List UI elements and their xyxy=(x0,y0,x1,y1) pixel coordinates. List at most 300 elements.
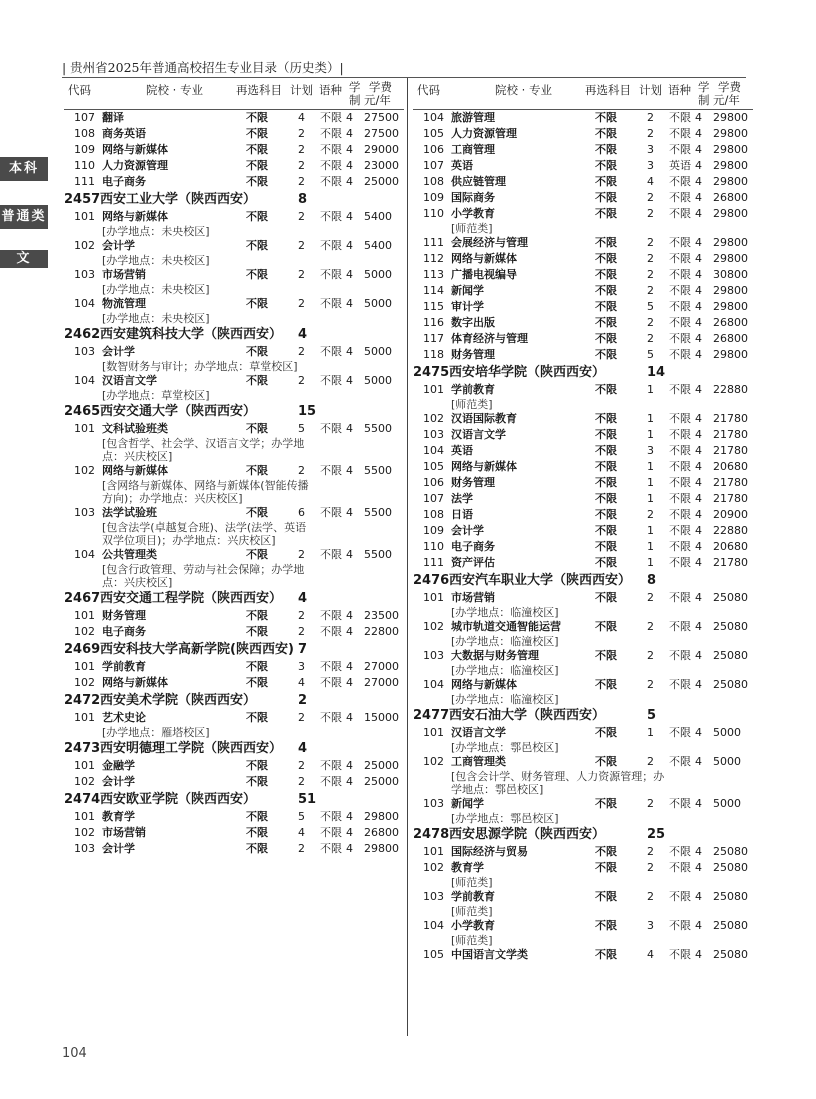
major-code: 102 xyxy=(74,625,95,638)
language: 不限 xyxy=(320,159,342,172)
school-header xyxy=(413,825,753,844)
col-len-header-a: 学 xyxy=(698,80,710,94)
language: 不限 xyxy=(320,464,342,477)
school-plan-total: 5 xyxy=(647,708,657,723)
major-name: 市场营销 xyxy=(102,268,146,281)
study-length: 4 xyxy=(346,345,353,358)
plan-count: 2 xyxy=(647,508,654,521)
plan-count: 2 xyxy=(298,127,305,140)
language: 不限 xyxy=(669,300,691,313)
plan-count: 2 xyxy=(647,620,654,633)
major-note: [师范类] xyxy=(451,905,493,918)
plan-count: 1 xyxy=(647,726,654,739)
plan-count: 2 xyxy=(647,649,654,662)
language: 不限 xyxy=(669,383,691,396)
language: 不限 xyxy=(669,316,691,329)
major-row xyxy=(413,251,753,267)
tuition-fee: 21780 xyxy=(713,476,748,489)
study-length: 4 xyxy=(695,175,702,188)
subject-requirement: 不限 xyxy=(595,428,617,441)
language: 不限 xyxy=(669,236,691,249)
tuition-fee: 5500 xyxy=(364,506,392,519)
subject-requirement: 不限 xyxy=(595,890,617,903)
major-name: 中国语言文学类 xyxy=(451,948,528,961)
study-length: 4 xyxy=(346,268,353,281)
left-column-body xyxy=(64,110,404,857)
major-name: 旅游管理 xyxy=(451,111,495,124)
study-length: 4 xyxy=(695,540,702,553)
major-code: 108 xyxy=(74,127,95,140)
subject-requirement: 不限 xyxy=(595,191,617,204)
major-name: 国际商务 xyxy=(451,191,495,204)
school-code: 2478 xyxy=(413,827,450,842)
school-header xyxy=(64,190,404,209)
major-code: 101 xyxy=(74,422,95,435)
subject-requirement: 不限 xyxy=(246,842,268,855)
language: 不限 xyxy=(669,540,691,553)
study-length: 4 xyxy=(695,236,702,249)
major-row xyxy=(413,331,753,347)
major-row xyxy=(64,505,404,521)
major-note: [办学地点：临潼校区] xyxy=(451,606,559,619)
major-code: 111 xyxy=(74,175,95,188)
language: 不限 xyxy=(669,492,691,505)
study-length: 4 xyxy=(695,127,702,140)
study-length: 4 xyxy=(695,143,702,156)
study-length: 4 xyxy=(695,316,702,329)
major-code: 101 xyxy=(74,810,95,823)
tuition-fee: 21780 xyxy=(713,412,748,425)
major-name: 网络与新媒体 xyxy=(451,678,517,691)
major-note: [数智财务与审计；办学地点：草堂校区] xyxy=(102,360,298,373)
subject-requirement: 不限 xyxy=(595,236,617,249)
plan-count: 2 xyxy=(647,890,654,903)
major-code: 109 xyxy=(74,143,95,156)
major-name: 汉语言文学 xyxy=(451,428,506,441)
language: 不限 xyxy=(320,297,342,310)
school-name: 西安交通工程学院（陕西西安） xyxy=(100,591,283,606)
plan-count: 3 xyxy=(298,660,305,673)
major-name: 艺术史论 xyxy=(102,711,146,724)
plan-count: 2 xyxy=(298,159,305,172)
major-code: 105 xyxy=(423,127,444,140)
plan-count: 2 xyxy=(647,678,654,691)
school-plan-total: 15 xyxy=(298,404,317,419)
school-code: 2462 xyxy=(64,327,101,342)
major-code: 109 xyxy=(423,524,444,537)
study-length: 4 xyxy=(695,678,702,691)
major-code: 105 xyxy=(423,460,444,473)
major-code: 104 xyxy=(74,548,95,561)
school-code: 2465 xyxy=(64,404,101,419)
study-length: 4 xyxy=(695,845,702,858)
major-note: [含网络与新媒体、网络与新媒体(智能传播方向)；办学地点：兴庆校区] xyxy=(102,479,309,505)
study-length: 4 xyxy=(346,210,353,223)
tuition-fee: 20900 xyxy=(713,508,748,521)
tuition-fee: 25080 xyxy=(713,919,748,932)
tuition-fee: 5400 xyxy=(364,210,392,223)
study-length: 4 xyxy=(346,297,353,310)
major-row xyxy=(413,347,753,363)
tuition-fee: 5000 xyxy=(713,797,741,810)
tuition-fee: 25000 xyxy=(364,775,399,788)
study-length: 4 xyxy=(695,948,702,961)
language: 不限 xyxy=(669,332,691,345)
tuition-fee: 29800 xyxy=(713,207,748,220)
tuition-fee: 22880 xyxy=(713,524,748,537)
major-row xyxy=(413,725,753,741)
study-length: 4 xyxy=(695,861,702,874)
school-code: 2469 xyxy=(64,642,101,657)
plan-count: 2 xyxy=(298,268,305,281)
major-row xyxy=(413,523,753,539)
school-code: 2476 xyxy=(413,573,450,588)
subject-requirement: 不限 xyxy=(595,444,617,457)
plan-count: 2 xyxy=(298,464,305,477)
left-column-header xyxy=(64,81,404,110)
subject-requirement: 不限 xyxy=(246,159,268,172)
study-length: 4 xyxy=(695,556,702,569)
study-length: 4 xyxy=(346,711,353,724)
major-code: 101 xyxy=(74,660,95,673)
major-row xyxy=(64,421,404,437)
major-row xyxy=(413,590,753,606)
plan-count: 4 xyxy=(647,948,654,961)
major-name: 大数据与财务管理 xyxy=(451,649,539,662)
subject-requirement: 不限 xyxy=(595,412,617,425)
major-name: 翻译 xyxy=(102,111,124,124)
school-plan-total: 51 xyxy=(298,792,317,807)
subject-requirement: 不限 xyxy=(595,111,617,124)
subject-requirement: 不限 xyxy=(246,711,268,724)
tuition-fee: 25000 xyxy=(364,175,399,188)
tuition-fee: 21780 xyxy=(713,556,748,569)
plan-count: 1 xyxy=(647,556,654,569)
subject-requirement: 不限 xyxy=(246,345,268,358)
major-code: 102 xyxy=(74,775,95,788)
major-name: 小学教育 xyxy=(451,207,495,220)
major-row xyxy=(413,844,753,860)
major-note: [办学地点：未央校区] xyxy=(102,254,210,267)
plan-count: 2 xyxy=(647,236,654,249)
major-name: 金融学 xyxy=(102,759,135,772)
school-name: 西安思源学院（陕西西安） xyxy=(449,827,606,842)
school-code: 2473 xyxy=(64,741,101,756)
language: 不限 xyxy=(669,591,691,604)
study-length: 4 xyxy=(346,609,353,622)
major-code: 108 xyxy=(423,508,444,521)
subject-requirement: 不限 xyxy=(595,524,617,537)
study-length: 4 xyxy=(695,476,702,489)
tuition-fee: 26800 xyxy=(713,316,748,329)
language: 不限 xyxy=(320,506,342,519)
major-note: [办学地点：未央校区] xyxy=(102,225,210,238)
major-note: [包含行政管理、劳动与社会保障；办学地点：兴庆校区] xyxy=(102,563,305,589)
school-header xyxy=(413,363,753,382)
major-row xyxy=(64,267,404,283)
school-name: 西安交通大学（陕西西安） xyxy=(100,404,257,419)
tuition-fee: 29800 xyxy=(713,143,748,156)
tuition-fee: 27500 xyxy=(364,127,399,140)
language: 不限 xyxy=(669,143,691,156)
major-code: 103 xyxy=(74,506,95,519)
school-header xyxy=(64,640,404,659)
major-note: [师范类] xyxy=(451,876,493,889)
major-name: 公共管理类 xyxy=(102,548,157,561)
tuition-fee: 30800 xyxy=(713,268,748,281)
plan-count: 2 xyxy=(298,239,305,252)
major-name: 会展经济与管理 xyxy=(451,236,528,249)
school-name: 西安汽车职业大学（陕西西安） xyxy=(449,573,632,588)
col-subject-header: 再选科目 xyxy=(585,83,631,97)
subject-requirement: 不限 xyxy=(246,464,268,477)
plan-count: 2 xyxy=(298,175,305,188)
major-name: 学前教育 xyxy=(102,660,146,673)
major-note: [办学地点：未央校区] xyxy=(102,312,210,325)
subject-requirement: 不限 xyxy=(246,810,268,823)
language: 不限 xyxy=(669,348,691,361)
col-fee-header-b: 元/年 xyxy=(364,93,391,107)
major-code: 108 xyxy=(423,175,444,188)
plan-count: 2 xyxy=(647,591,654,604)
major-code: 101 xyxy=(74,759,95,772)
major-code: 104 xyxy=(423,919,444,932)
language: 英语 xyxy=(669,159,691,172)
study-length: 4 xyxy=(695,159,702,172)
page-number: 104 xyxy=(62,1046,87,1061)
major-row xyxy=(64,659,404,675)
language: 不限 xyxy=(320,660,342,673)
major-row xyxy=(64,238,404,254)
language: 不限 xyxy=(669,948,691,961)
language: 不限 xyxy=(320,374,342,387)
school-header xyxy=(64,589,404,608)
major-row xyxy=(413,110,753,126)
major-row xyxy=(413,947,753,963)
major-row xyxy=(413,411,753,427)
major-code: 105 xyxy=(423,948,444,961)
tuition-fee: 29800 xyxy=(713,127,748,140)
tuition-fee: 26800 xyxy=(713,332,748,345)
major-name: 数字出版 xyxy=(451,316,495,329)
subject-requirement: 不限 xyxy=(246,175,268,188)
subject-requirement: 不限 xyxy=(595,556,617,569)
tuition-fee: 29800 xyxy=(713,252,748,265)
major-name: 网络与新媒体 xyxy=(102,464,168,477)
study-length: 4 xyxy=(695,252,702,265)
major-code: 110 xyxy=(423,540,444,553)
major-row xyxy=(413,555,753,571)
subject-requirement: 不限 xyxy=(595,159,617,172)
school-header xyxy=(64,402,404,421)
school-header xyxy=(64,739,404,758)
plan-count: 2 xyxy=(298,711,305,724)
tuition-fee: 29800 xyxy=(713,284,748,297)
language: 不限 xyxy=(320,422,342,435)
study-length: 4 xyxy=(346,842,353,855)
plan-count: 2 xyxy=(647,284,654,297)
study-length: 4 xyxy=(695,492,702,505)
major-row xyxy=(64,758,404,774)
subject-requirement: 不限 xyxy=(246,775,268,788)
language: 不限 xyxy=(669,191,691,204)
tuition-fee: 5000 xyxy=(364,345,392,358)
plan-count: 2 xyxy=(298,759,305,772)
major-note: [包含法学(卓越复合班)、法学(法学、英语双学位项目)；办学地点：兴庆校区] xyxy=(102,521,307,547)
plan-count: 1 xyxy=(647,492,654,505)
tuition-fee: 25080 xyxy=(713,620,748,633)
language: 不限 xyxy=(320,268,342,281)
subject-requirement: 不限 xyxy=(595,460,617,473)
subject-requirement: 不限 xyxy=(595,678,617,691)
subject-requirement: 不限 xyxy=(246,759,268,772)
language: 不限 xyxy=(669,460,691,473)
plan-count: 3 xyxy=(647,159,654,172)
school-plan-total: 4 xyxy=(298,327,308,342)
subject-requirement: 不限 xyxy=(246,127,268,140)
major-note: [办学地点：草堂校区] xyxy=(102,389,210,402)
tuition-fee: 27000 xyxy=(364,660,399,673)
major-row xyxy=(413,619,753,635)
major-code: 114 xyxy=(423,284,444,297)
plan-count: 4 xyxy=(298,826,305,839)
major-row xyxy=(64,174,404,190)
school-name: 西安科技大学高新学院(陕西西安) xyxy=(100,642,294,657)
subject-requirement: 不限 xyxy=(595,207,617,220)
major-name: 新闻学 xyxy=(451,284,484,297)
major-row xyxy=(413,677,753,693)
subject-requirement: 不限 xyxy=(246,609,268,622)
major-code: 102 xyxy=(423,620,444,633)
study-length: 4 xyxy=(695,919,702,932)
study-length: 4 xyxy=(346,759,353,772)
school-code: 2475 xyxy=(413,365,450,380)
major-name: 审计学 xyxy=(451,300,484,313)
subject-requirement: 不限 xyxy=(595,726,617,739)
school-code: 2474 xyxy=(64,792,101,807)
major-row xyxy=(413,427,753,443)
major-row xyxy=(413,283,753,299)
plan-count: 3 xyxy=(647,143,654,156)
major-name: 法学试验班 xyxy=(102,506,157,519)
tuition-fee: 22880 xyxy=(713,383,748,396)
major-note: [包含哲学、社会学、汉语言文学；办学地点：兴庆校区] xyxy=(102,437,305,463)
major-row xyxy=(413,796,753,812)
language: 不限 xyxy=(320,676,342,689)
major-name: 财务管理 xyxy=(102,609,146,622)
tuition-fee: 5000 xyxy=(364,374,392,387)
major-row xyxy=(413,918,753,934)
language: 不限 xyxy=(669,476,691,489)
subject-requirement: 不限 xyxy=(595,861,617,874)
major-code: 115 xyxy=(423,300,444,313)
tuition-fee: 25080 xyxy=(713,890,748,903)
plan-count: 1 xyxy=(647,524,654,537)
study-length: 4 xyxy=(346,422,353,435)
plan-count: 2 xyxy=(298,548,305,561)
major-name: 人力资源管理 xyxy=(451,127,517,140)
major-name: 财务管理 xyxy=(451,348,495,361)
major-name: 电子商务 xyxy=(451,540,495,553)
plan-count: 2 xyxy=(647,755,654,768)
language: 不限 xyxy=(669,726,691,739)
side-tab-undergrad: 本科 xyxy=(0,157,48,181)
school-header xyxy=(413,571,753,590)
language: 不限 xyxy=(320,239,342,252)
plan-count: 2 xyxy=(647,111,654,124)
major-row xyxy=(413,648,753,664)
study-length: 4 xyxy=(346,374,353,387)
tuition-fee: 29800 xyxy=(713,111,748,124)
language: 不限 xyxy=(669,508,691,521)
major-row xyxy=(64,110,404,126)
tuition-fee: 15000 xyxy=(364,711,399,724)
study-length: 4 xyxy=(695,332,702,345)
subject-requirement: 不限 xyxy=(595,845,617,858)
subject-requirement: 不限 xyxy=(246,506,268,519)
plan-count: 4 xyxy=(298,676,305,689)
language: 不限 xyxy=(669,127,691,140)
subject-requirement: 不限 xyxy=(595,175,617,188)
tuition-fee: 5500 xyxy=(364,464,392,477)
plan-count: 2 xyxy=(298,143,305,156)
major-code: 104 xyxy=(423,444,444,457)
study-length: 4 xyxy=(346,239,353,252)
tuition-fee: 25080 xyxy=(713,591,748,604)
major-row xyxy=(413,382,753,398)
major-row xyxy=(413,459,753,475)
col-plan-header: 计划 xyxy=(290,83,313,97)
plan-count: 5 xyxy=(298,422,305,435)
subject-requirement: 不限 xyxy=(595,649,617,662)
major-row xyxy=(64,126,404,142)
major-row xyxy=(413,754,753,770)
plan-count: 2 xyxy=(298,775,305,788)
major-code: 102 xyxy=(423,755,444,768)
language: 不限 xyxy=(669,649,691,662)
col-name-header: 院校 · 专业 xyxy=(495,83,552,97)
study-length: 4 xyxy=(346,159,353,172)
plan-count: 2 xyxy=(647,861,654,874)
school-name: 西安建筑科技大学（陕西西安） xyxy=(100,327,283,342)
right-column xyxy=(413,81,753,963)
subject-requirement: 不限 xyxy=(595,755,617,768)
subject-requirement: 不限 xyxy=(246,548,268,561)
major-code: 103 xyxy=(423,428,444,441)
language: 不限 xyxy=(669,207,691,220)
major-name: 学前教育 xyxy=(451,383,495,396)
major-code: 107 xyxy=(423,492,444,505)
major-code: 104 xyxy=(74,297,95,310)
plan-count: 1 xyxy=(647,476,654,489)
major-row xyxy=(413,267,753,283)
major-name: 网络与新媒体 xyxy=(451,460,517,473)
plan-count: 3 xyxy=(647,919,654,932)
study-length: 4 xyxy=(695,111,702,124)
col-lang-header: 语种 xyxy=(668,83,691,97)
major-note: [办学地点：临潼校区] xyxy=(451,693,559,706)
tuition-fee: 26800 xyxy=(364,826,399,839)
major-code: 103 xyxy=(423,649,444,662)
major-name: 教育学 xyxy=(102,810,135,823)
language: 不限 xyxy=(320,759,342,772)
major-name: 供应链管理 xyxy=(451,175,506,188)
tuition-fee: 29000 xyxy=(364,143,399,156)
subject-requirement: 不限 xyxy=(595,919,617,932)
major-name: 英语 xyxy=(451,159,473,172)
school-name: 西安欧亚学院（陕西西安） xyxy=(100,792,257,807)
major-name: 文科试验班类 xyxy=(102,422,168,435)
